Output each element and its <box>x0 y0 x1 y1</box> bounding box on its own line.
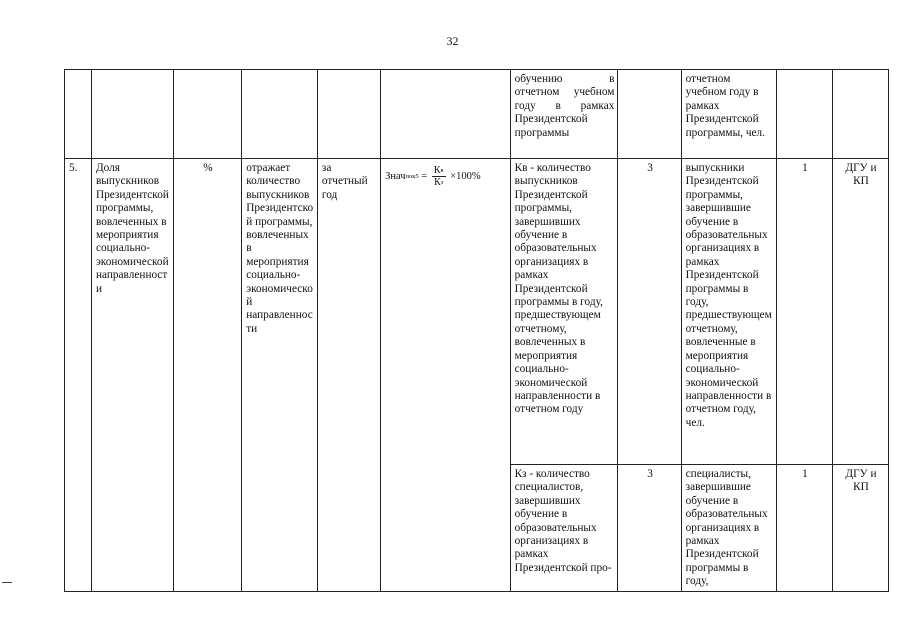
margin-mark <box>2 582 12 583</box>
formula-denominator: Кз <box>434 177 444 189</box>
cell-responsible: ДГУ и КП <box>832 159 888 465</box>
formula-lhs: Значпок5 <box>385 170 419 182</box>
cell-variable-value: 3 <box>618 465 681 592</box>
cell-source-desc: выпускники Президентской программы, завершившие обучение в образовательных организациях в рамках Президентской программы в году, предшествующем отчетному, вовлеченные в мероприятия социально-экономической направленности в отчетном году, чел. <box>681 159 776 465</box>
cell-formula <box>381 70 511 159</box>
table-row-indicator-5 <box>65 159 889 465</box>
cell-formula <box>381 159 511 592</box>
formula-fraction <box>432 165 446 188</box>
cell-description <box>242 70 318 159</box>
cell-variable-value: 3 <box>618 159 681 465</box>
cell-source-desc: специалисты, завершившие обучение в образовательных организациях в рамках Президентской программы в году, <box>681 465 776 592</box>
cell-source-desc: отчетном учебном году в рамках Президентской программы, чел. <box>681 70 776 159</box>
table-row-continuation <box>65 70 889 159</box>
cell-variable-desc: обучению в отчетном учебном году в рамках Президентской программы <box>510 70 618 159</box>
formula-equals: = <box>421 171 428 182</box>
cell-name <box>91 70 173 159</box>
formula-numerator: Кв <box>433 165 444 177</box>
cell-source-value: 1 <box>776 465 832 592</box>
formula-suffix: ×100% <box>450 171 481 182</box>
cell-responsible: ДГУ и КП <box>832 465 888 592</box>
cell-unit <box>173 70 241 159</box>
page-number: 32 <box>446 34 459 48</box>
cell-source-value: 1 <box>776 159 832 465</box>
cell-period: за отчетный год <box>317 159 380 592</box>
cell-num: 5. <box>65 159 92 592</box>
cell-period <box>317 70 380 159</box>
indicator-table <box>64 69 889 592</box>
cell-name: Доля выпускников Президентской программы, вовлеченных в мероприятия социально-экономической направленности <box>91 159 173 592</box>
cell-source-value <box>776 70 832 159</box>
cell-description: отражает количество выпускников Президентской программы, вовлеченных в мероприятия социально-экономической направленности <box>242 159 318 592</box>
cell-variable-value <box>618 70 681 159</box>
cell-variable-desc: Кз - количество специалистов, завершивших обучение в образовательных организациях в рамках Президентской про- <box>510 465 618 592</box>
cell-variable-desc: Кв - количество выпускников Президентской программы, завершивших обучение в образовательных организациях в рамках Президентской программы в году, предшествующем отчетному, вовлеченных в мероприятия социально-экономической направленности в отчетном году <box>510 159 618 465</box>
formula <box>385 162 507 188</box>
cell-num <box>65 70 92 159</box>
cell-responsible <box>832 70 888 159</box>
cell-unit: % <box>173 159 241 592</box>
